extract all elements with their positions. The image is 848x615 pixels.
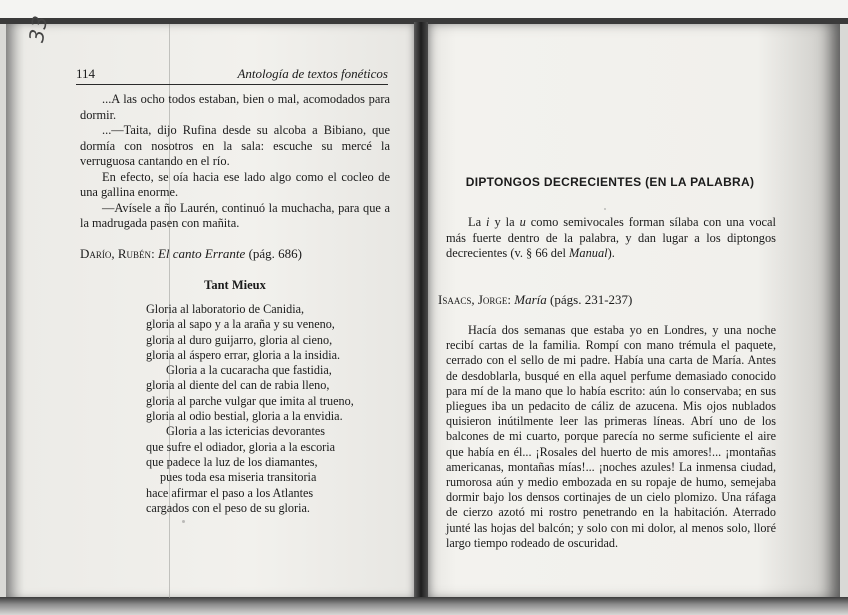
section-intro <box>446 215 776 262</box>
poem-line: gloria al sapo y a la araña y su veneno, <box>146 317 335 332</box>
scan-speck <box>604 208 606 210</box>
poem-line: que sufre el odiador, gloria a la escoria <box>146 439 336 454</box>
source-citation-isaacs: Isaacs, Jorge: María (págs. 231-237) <box>438 292 633 307</box>
intro-text: y la <box>489 215 520 229</box>
intro-text: ). <box>607 246 615 260</box>
poem-line: gloria al duro guijarro, gloria al cieno, <box>146 332 333 347</box>
poem-body <box>146 302 354 516</box>
intro-text: La <box>468 215 487 229</box>
poem-line: gloria al parche vulgar que imita al trueno, <box>146 393 354 408</box>
prose-excerpt-maria <box>446 323 776 551</box>
scan-bottom-edge <box>0 597 848 615</box>
running-header <box>76 66 388 85</box>
handwritten-page-mark: 33 <box>24 12 53 45</box>
poem-line: pues toda esa miseria transitoria <box>160 470 317 485</box>
citation-title: El canto Errante <box>157 246 246 261</box>
poem-line: que padece la luz de los diamantes, <box>146 454 318 469</box>
running-title: Antología de textos fonéticos <box>237 66 388 81</box>
book-gutter <box>414 22 428 602</box>
intro-letter-i: i <box>486 215 490 229</box>
citation-author: Isaacs, Jorge <box>438 292 508 307</box>
citation-pages: (págs. 231-237) <box>550 292 633 307</box>
page-number: 114 <box>76 66 96 81</box>
paragraph: ...A las ocho todos estaban, bien o mal, acomodados para dormir. <box>80 92 390 122</box>
poem-line: hace afirmar el paso a los Atlantes <box>146 485 314 500</box>
source-citation-dario: Darío, Rubén: El canto Errante (pág. 686) <box>80 246 303 261</box>
poem-line: gloria al diente del can de rabia lleno, <box>146 378 330 393</box>
poem-line: Gloria al laboratorio de Canidia, <box>146 302 305 316</box>
citation-author: Darío, Rubén <box>80 246 152 261</box>
intro-letter-u: u <box>519 215 526 229</box>
poem-line: Gloria a la cucaracha que fastidia, <box>166 363 332 378</box>
paragraph: En efecto, se oía hacia ese lado algo como el cocleo de una gallina enorme. <box>80 169 390 199</box>
scan-speck <box>182 520 185 523</box>
poem-line: gloria al áspero errar, gloria a la insidia. <box>146 347 341 362</box>
paragraph: ...—Taita, dijo Rufina desde su alcoba a Bibiano, que dormía con nosotros en la sala: escuche su mercé la verruguosa cantando en el río. <box>80 123 390 168</box>
poem-title: Tant Mieux <box>204 278 266 292</box>
scan-speck <box>700 183 702 185</box>
prose-excerpt <box>80 92 390 232</box>
paragraph: Hacía dos semanas que estaba yo en Londres, y una noche recibí cartas de la familia. Rompí con mano trémula el paquete, cerrado con el sello de mi padre. Había una carta de María. Antes de desdoblarla, busqué en ella aquel perfume demasiado conocido para mí de la mano que lo había escrito: aún lo conservaba; en sus pliegues iba un pedacito de cáliz de azucena. Mis ojos nublados quisieron inútilmente leer las primeras líneas. Abrí uno de los balcones de mi cuarto, porque parecía no serme suficiente el aire que había en él... ¡Rosales del huerto de mis amores!... ¡montañas americanas, montañas mías!... ¡noches azules! La inmensa ciudad, rumorosa aún y medio embozada en su ropaje de humo, semejaba dormir bajo los densos cortinajes de un cielo plomizo. Una ráfaga de cierzo azotó mi rostro penetrando en la habitación. Aterrado junté las hojas del balcón; y solo con mi dolor, al menos solo, lloré largo tiempo rodeado de oscuridad. <box>446 323 776 550</box>
poem-line: gloria al odio bestial, gloria a la envidia. <box>146 409 343 424</box>
intro-text: como semivocales forman sílaba con una vocal más fuerte dentro de la palabra, y dan lugar a los diptongos decrecientes (v. § 66 del <box>446 215 776 260</box>
poem-line: Gloria a las ictericias devorantes <box>166 424 326 439</box>
section-title: DIPTONGOS DECRECIENTES (EN LA PALABRA) <box>465 175 755 189</box>
intro-manual-ref: Manual <box>569 246 608 260</box>
citation-pages: (pág. 686) <box>248 246 303 261</box>
citation-title: María <box>514 292 547 307</box>
paragraph: —Avísele a ño Laurén, continuó la muchacha, para que a la madrugada pasen con mañita. <box>80 200 390 230</box>
poem-line: cargados con el peso de su gloria. <box>146 500 310 515</box>
